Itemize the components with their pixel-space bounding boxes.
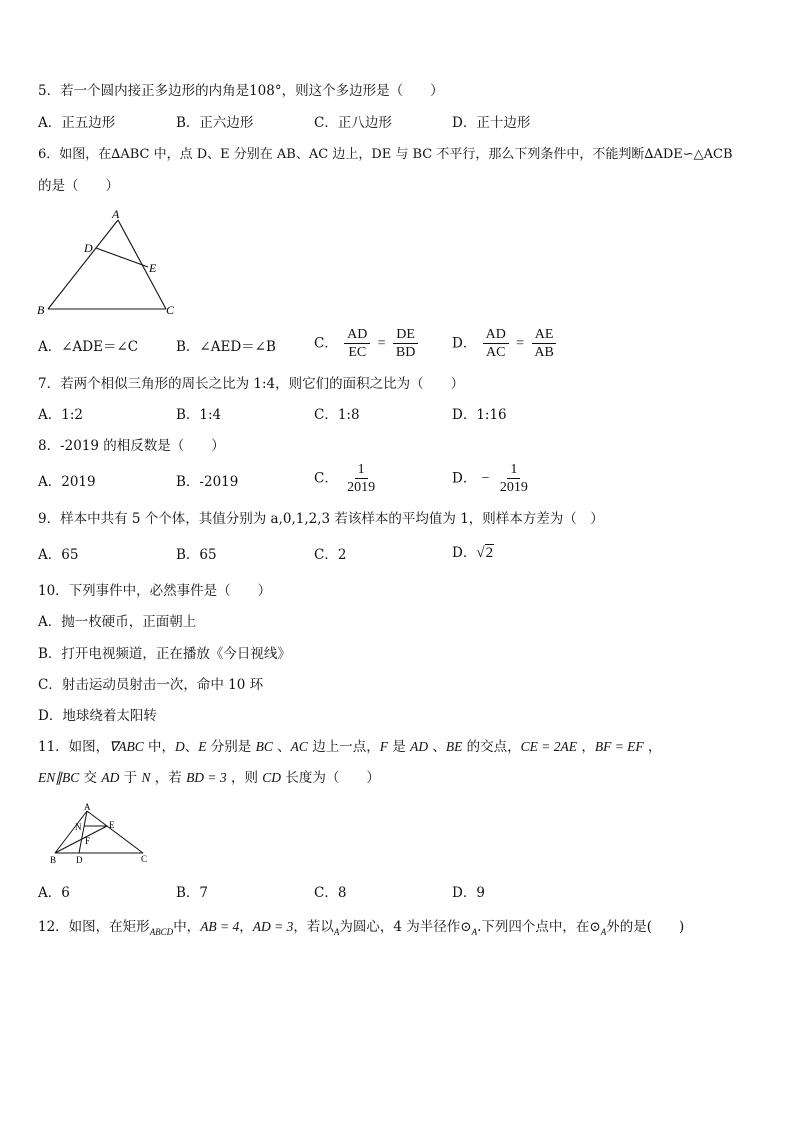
q10-stem: 10．下列事件中，必然事件是（ ） [38, 583, 272, 599]
label-n: N [75, 822, 82, 832]
q9-option-c: C．2 [314, 547, 347, 563]
q12-seg: .下列四个点中，在⊙ [477, 919, 601, 935]
q11-seg: BD = 3 [186, 770, 227, 785]
q5-option-b: B．正六边形 [176, 115, 254, 131]
q6-option-a: A．∠ADE＝∠C [38, 339, 139, 355]
label-d: D [84, 241, 93, 255]
q12-seg: A [333, 927, 340, 937]
fraction-numerator: AD [483, 326, 509, 344]
radical-sign: √ [476, 545, 485, 561]
q6-option-b: B．∠AED＝∠B [176, 339, 276, 355]
q11-stem-line1 [38, 738, 661, 756]
label-c: C [166, 303, 175, 317]
fraction-numerator: DE [393, 326, 418, 344]
radicand: 2 [485, 545, 494, 561]
fraction-denominator: AB [534, 345, 554, 360]
q12-seg: 中， [173, 919, 201, 935]
square-root [476, 544, 494, 561]
q6-option-c [314, 326, 420, 361]
fraction-de-bd [393, 326, 418, 361]
q11-seg: 、 [428, 739, 446, 755]
label-a: A [84, 802, 91, 812]
segment-de [96, 248, 148, 267]
segment-ab [55, 811, 87, 853]
q12-seg: ABCD [149, 927, 174, 937]
fraction-denominator: 2019 [347, 480, 376, 495]
label-d: D [76, 855, 83, 865]
fraction-numerator: AD [344, 326, 370, 344]
q11-option-b: B．7 [176, 885, 209, 901]
q11-option-a: A．6 [38, 885, 70, 901]
fraction-numerator: AE [532, 326, 557, 344]
fraction-denominator: 2019 [499, 480, 528, 495]
segment-ab [48, 220, 118, 309]
q11-seg: EN∥BC [38, 770, 80, 785]
q11-seg: 长度为（ ） [281, 770, 380, 786]
q11-seg: ABC [118, 739, 144, 754]
q5-option-a: A．正五边形 [38, 115, 116, 131]
q11-seg: ， [577, 739, 595, 755]
q8-option-d-label: D． [452, 470, 477, 487]
q12-seg: ， [239, 919, 253, 935]
q11-seg: 、 [272, 739, 291, 755]
q10-option-b: B．打开电视频道，正在播放《今日视线》 [38, 646, 291, 662]
fraction-ad-ac [483, 326, 509, 361]
q5-option-c: C．正八边形 [314, 115, 392, 131]
q9-option-d-label: D． [452, 545, 477, 561]
q8-option-d [452, 461, 533, 496]
q6-option-d-label: D． [452, 335, 477, 352]
q11-seg: 的交点， [462, 739, 521, 755]
q7-option-a: A．1:2 [38, 407, 83, 423]
label-b: B [50, 855, 57, 865]
q11-seg: 、 [184, 739, 199, 755]
fraction-numerator: 1 [507, 461, 520, 479]
q6-triangle-figure [34, 206, 184, 322]
fraction-denominator: BD [395, 345, 416, 360]
triangle-symbol: ∇ [109, 739, 119, 754]
q11-seg: 于 [119, 770, 142, 786]
fraction-denominator: EC [348, 345, 367, 360]
label-e: E [149, 261, 157, 275]
fraction-ad-ec [344, 326, 370, 361]
equals-sign: = [377, 335, 386, 351]
q9-option-d [452, 544, 494, 562]
q11-seg: ， [643, 739, 662, 755]
q12-seg: ，若以 [293, 919, 334, 935]
q10-option-c: C．射击运动员射击一次，命中 10 环 [38, 677, 264, 693]
fraction-ae-ab [531, 326, 556, 361]
q8-option-b: B．-2019 [176, 474, 239, 490]
q9-option-a: A．65 [38, 547, 79, 563]
label-c: C [141, 854, 148, 864]
q12-seg: 为圆心，4 为半径作⊙ [339, 919, 472, 935]
q11-seg: BE [445, 739, 463, 754]
equals-sign: = [516, 335, 525, 351]
q5-stem: 5．若一个圆内接正多边形的内角是108°，则这个多边形是（ ） [38, 83, 444, 99]
q11-stem-line2 [38, 769, 380, 787]
q11-seg: 11．如图， [38, 739, 110, 755]
label-a: A [112, 207, 120, 221]
q7-option-d: D．1:16 [452, 407, 507, 423]
q7-stem: 7．若两个相似三角形的周长之比为 1:4，则它们的面积之比为（ ） [38, 376, 465, 392]
fraction-one-over-2019 [497, 461, 531, 496]
q11-seg: 中， [143, 739, 176, 755]
q11-seg: BC [255, 739, 273, 754]
q11-seg: AC [290, 739, 308, 754]
q11-seg: 边上一点， [307, 739, 380, 755]
q8-stem: 8．-2019 的相反数是（ ） [38, 438, 225, 454]
q9-stem: 9．样本中共有 5 个个体，其值分别为 a,0,1,2,3 若该样本的平均值为 1，则样本方差为（ ） [38, 511, 604, 527]
q11-seg: ，若 [150, 770, 187, 786]
q11-option-c: C．8 [314, 885, 347, 901]
q10-option-a: A．抛一枚硬币，正面朝上 [38, 614, 197, 630]
label-f: F [85, 836, 91, 846]
q11-seg: F [379, 739, 388, 754]
q7-option-c: C．1:8 [314, 407, 360, 423]
q12-seg: 外的是( ) [606, 919, 685, 935]
label-b: B [37, 303, 45, 317]
q9-option-b: B．65 [176, 547, 217, 563]
fraction-denominator: AC [486, 345, 506, 360]
q11-seg: AD [410, 739, 429, 754]
q12-seg: AB = 4 [200, 919, 240, 934]
q8-option-a: A．2019 [38, 474, 96, 490]
q5-option-d: D．正十边形 [452, 115, 531, 131]
q11-seg: D [175, 739, 185, 754]
q7-option-b: B．1:4 [176, 407, 222, 423]
segment-ad [79, 811, 87, 853]
q12-stem [38, 918, 684, 941]
q11-seg: E [198, 739, 207, 754]
q10-option-d: D．地球绕着太阳转 [38, 708, 157, 724]
label-e: E [109, 820, 115, 830]
q8-option-c-label: C． [314, 470, 338, 487]
q11-seg: 分别是 [206, 739, 256, 755]
q12-seg: AD = 3 [252, 919, 294, 934]
q11-seg: AD [101, 770, 120, 785]
q11-seg: CD [262, 770, 282, 785]
q11-seg: N [141, 770, 151, 785]
q11-seg: 交 [79, 770, 102, 786]
q6-option-c-label: C． [314, 335, 338, 352]
q12-seg: 12．如图，在矩形 [38, 919, 150, 935]
q11-seg: BF = EF [594, 739, 644, 754]
minus-sign: − [481, 470, 490, 486]
fraction-numerator: 1 [355, 461, 368, 479]
q11-seg: ，则 [226, 770, 263, 786]
q6-option-d [452, 326, 559, 361]
q11-seg: CE = 2AE [520, 739, 578, 754]
q12-seg: A [471, 927, 478, 937]
q12-seg: A [600, 927, 607, 937]
q6-stem-line2: 的是（ ） [38, 178, 119, 194]
q11-triangle-figure [46, 800, 162, 866]
q11-option-d: D．9 [452, 885, 485, 901]
q8-option-c [314, 461, 380, 496]
q11-seg: 是 [387, 739, 411, 755]
q6-stem-line1: 6．如图，在∆ABC 中，点 D、E 分别在 AB、AC 边上，DE 与 BC 不平行，那么下列条件中，不能判断∆ADE∽△ACB [38, 147, 733, 162]
fraction-one-over-2019 [344, 461, 378, 496]
